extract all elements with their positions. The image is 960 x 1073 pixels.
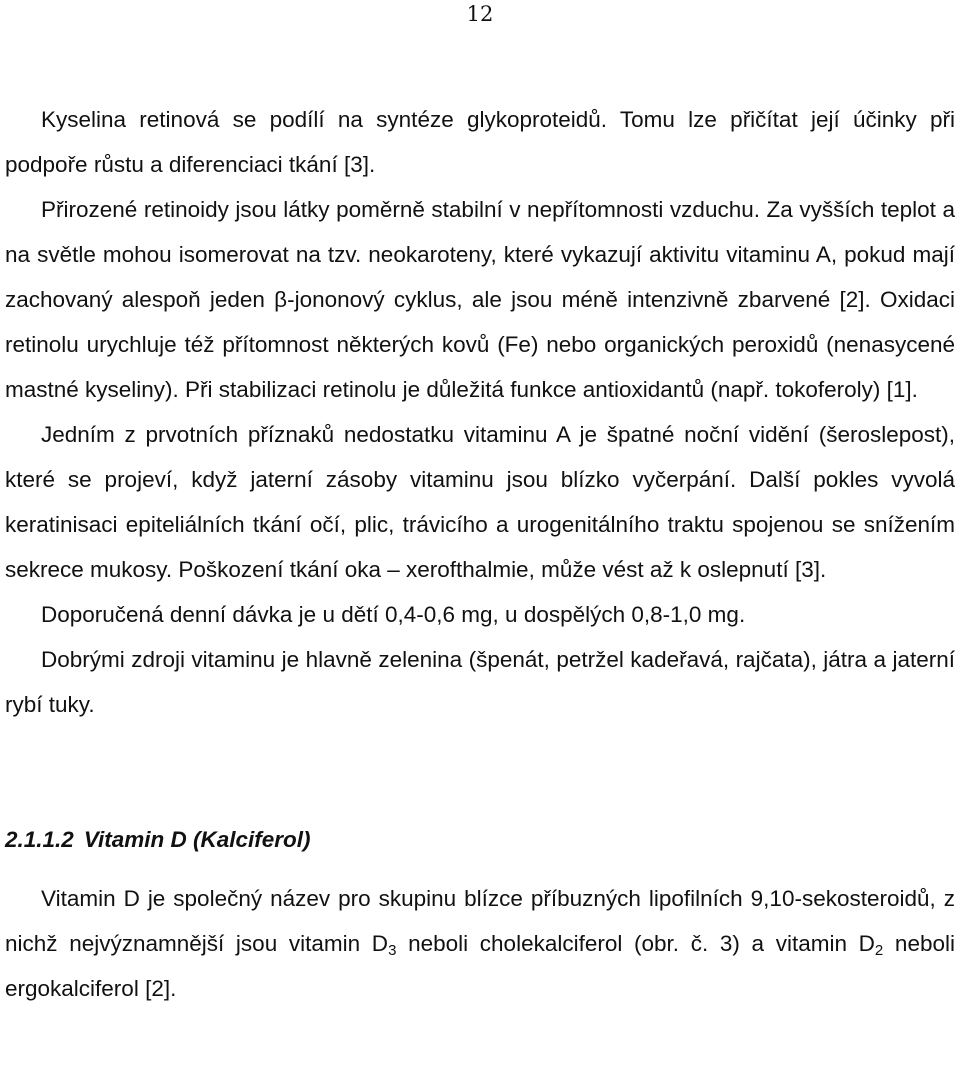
subscript-2: 2 — [874, 942, 884, 959]
document-body — [5, 97, 955, 1011]
vitamin-d-text-part2: neboli cholekalciferol (obr. č. 3) a vitamin D — [396, 931, 875, 956]
section-heading — [5, 817, 955, 862]
paragraph-deficiency-symptoms: Jedním z prvotních příznaků nedostatku vitaminu A je špatné noční vidění (šeroslepost), které se projeví, když jaterní zásoby vitaminu jsou blízko vyčerpání. Další pokles vyvolá keratinisaci epiteliálních tkání očí, plic, trávicího a urogenitálního traktu spojenou se snížením sekrece mukosy. Poškození tkání oka – xerofthalmie, může vést až k oslepnutí [3]. — [5, 422, 955, 582]
section-number: 2.1.1.2 — [5, 827, 74, 852]
paragraph-retinoic-acid: Kyselina retinová se podílí na syntéze glykoproteidů. Tomu lze přičítat její účinky při podpoře růstu a diferenciaci tkání [3]. — [5, 107, 955, 177]
subscript-3: 3 — [388, 942, 397, 959]
heading-spacer — [5, 862, 955, 876]
paragraph-natural-retinoids: Přirozené retinoidy jsou látky poměrně stabilní v nepřítomnosti vzduchu. Za vyšších teplot a na světle mohou isomerovat na tzv. neokaroteny, které vykazují aktivitu vitaminu A, pokud mají zachovaný alespoň jeden β-jononový cyklus, ale jsou méně intenzivně zbarvené [2]. Oxidaci retinolu urychluje též přítomnost některých kovů (Fe) nebo organických peroxidů (nenasycené mastné kyseliny). Při stabilizaci retinolu je důležitá funkce antioxidantů (např. tokoferoly) [1]. — [5, 197, 955, 402]
page-number: 12 — [466, 2, 494, 26]
paragraph-vitamin-d — [5, 876, 955, 1011]
section-title: Vitamin D (Kalciferol) — [83, 827, 311, 852]
vitamin-d-text-part3: neboli ergokalciferol [2]. — [5, 931, 955, 1001]
paragraph-daily-dose: Doporučená denní dávka je u dětí 0,4-0,6 mg, u dospělých 0,8-1,0 mg. — [41, 602, 746, 627]
paragraph-sources: Dobrými zdroji vitaminu je hlavně zelenina (špenát, petržel kadeřavá, rajčata), játra a jaterní rybí tuky. — [5, 647, 955, 717]
vitamin-d-text-part1: Vitamin D je společný název pro skupinu blízce příbuzných lipofilních 9,10-sekosteroidů, z nichž nejvýznamnější jsou vitamin D — [5, 886, 955, 956]
